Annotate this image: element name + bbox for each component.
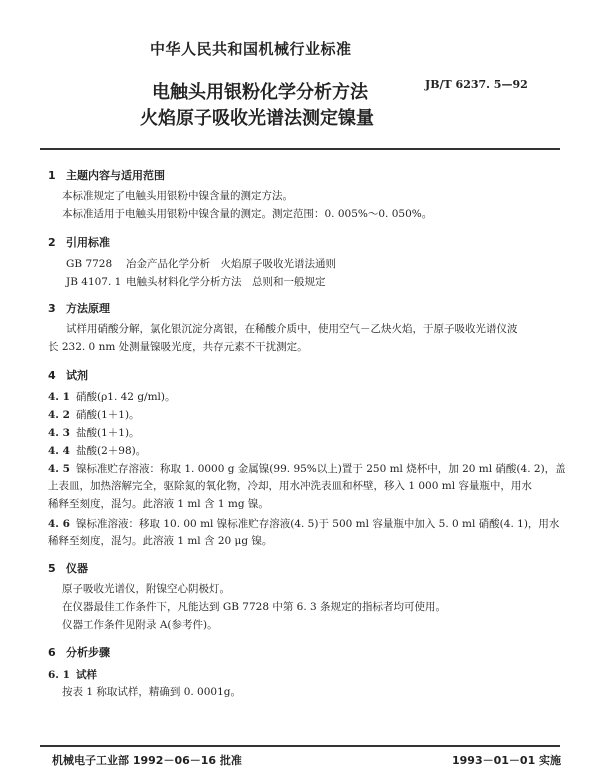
reagent-4-6-line2: 稀释至刻度，混匀。此溶液 1 ml 含 20 μg 镍。 [48,535,273,547]
section-6-para-1: 按表 1 称取试样，精确到 0. 0001g。 [62,686,241,698]
subsection-6-1-heading: 6. 1 试样 [48,669,97,681]
section-1-para-2: 本标准适用于电触头用银粉中镍含量的测定。测定范围：0. 005%～0. 050%。 [62,208,433,220]
section-6-heading: 6 分析步骤 [48,646,110,659]
section-3-para-line2: 长 232. 0 nm 处测量镍吸光度，共存元素不干扰测定。 [48,341,308,353]
section-1-heading: 1 主题内容与适用范围 [48,169,165,182]
section-3-heading: 3 方法原理 [48,302,110,315]
issuer-heading: 中华人民共和国机械行业标准 [150,40,352,58]
reagent-item: 4. 2 硝酸(1＋1)。 [48,409,140,421]
section-4-heading: 4 试剂 [48,369,88,382]
section-3-para-line1: 试样用硝酸分解，氯化银沉淀分离银，在稀酸介质中，使用空气－乙炔火焰，于原子吸收光谱仪波 [66,323,518,335]
standard-number: JB/T 6237. 5—92 [425,78,528,91]
reagent-item-4-6: 4. 6 镍标准溶液：移取 10. 00 ml 镍标准贮存溶液(4. 5)于 500 ml 容量瓶中加入 5. 0 ml 硝酸(4. 1)，用水 [48,518,560,530]
document-title-line1: 电触头用银粉化学分析方法 [152,82,368,103]
footer-divider [40,745,560,747]
section-2-heading: 2 引用标准 [48,236,110,249]
section-5-para-2: 在仪器最佳工作条件下，凡能达到 GB 7728 中第 6. 3 条规定的指标者均可使用。 [62,601,447,613]
section-5-para-1: 原子吸收光谱仪，附镍空心阴极灯。 [62,583,230,595]
reagent-item: 4. 1 硝酸(ρ1. 42 g/ml)。 [48,391,176,403]
section-1-para-1: 本标准规定了电触头用银粉中镍含量的测定方法。 [62,190,293,202]
section-5-heading: 5 仪器 [48,562,88,575]
reference-item: GB 7728 冶金产品化学分析 火焰原子吸收光谱法通则 [66,258,336,270]
section-5-para-3: 仪器工作条件见附录 A(参考件)。 [62,619,218,631]
reagent-item: 4. 3 盐酸(1＋1)。 [48,427,140,439]
reagent-item: 4. 4 盐酸(2＋98)。 [48,445,147,457]
document-title-line2: 火焰原子吸收光谱法测定镍量 [140,108,374,129]
reagent-4-5-line3: 稀释至刻度，混匀。此溶液 1 ml 含 1 mg 镍。 [48,498,269,510]
reagent-4-5-line2: 上表皿，加热溶解完全，驱除氮的氧化物，冷却，用水冲洗表皿和杯壁，移入 1 000 ml 容量瓶中，用水 [48,480,532,492]
header-divider [40,148,560,150]
reagent-item-4-5: 4. 5 镍标准贮存溶液：称取 1. 0000 g 金属镍(99. 95%以上)置于 250 ml 烧杯中，加 20 ml 硝酸(4. 2)，盖 [48,463,566,475]
implementation-date: 1993－01－01 实施 [452,754,562,767]
approval-date: 机械电子工业部 1992－06－16 批准 [52,754,242,767]
reference-item: JB 4107. 1 电触头材料化学分析方法 总则和一般规定 [66,276,326,288]
